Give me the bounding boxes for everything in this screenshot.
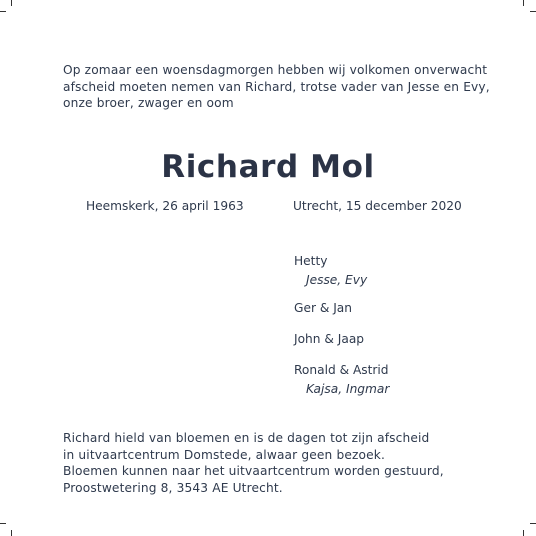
closing-line: Richard hield van bloemen en is de dagen tot zijn afscheid <box>63 431 430 445</box>
relative-name: Ronald & Astrid <box>294 363 389 377</box>
birth-place-date: Heemskerk, 26 april 1963 <box>86 199 244 213</box>
relative-entry <box>294 362 494 398</box>
relative-name: John & Jaap <box>294 332 365 346</box>
relative-name: Hetty <box>294 254 328 268</box>
relatives-list <box>294 253 494 398</box>
closing-line: in uitvaartcentrum Domstede, alwaar geen bezoek. <box>63 447 386 462</box>
relative-entry <box>294 253 494 300</box>
intro-text <box>63 62 490 112</box>
relative-entry <box>294 331 494 362</box>
intro-line: afscheid moeten nemen van Richard, trotse vader van Jesse en Evy, <box>63 79 490 94</box>
closing-text <box>63 430 483 496</box>
crop-mark-bottom-right-vertical <box>523 530 524 536</box>
crop-mark-bottom-left-vertical <box>11 530 12 536</box>
death-place-date: Utrecht, 15 december 2020 <box>293 199 462 213</box>
crop-mark-top-right-vertical <box>523 0 524 6</box>
deceased-name: Richard Mol <box>161 149 375 185</box>
intro-line: Op zomaar een woensdagmorgen hebben wij volkomen onverwacht <box>63 63 488 77</box>
crop-mark-top-left-vertical <box>11 0 12 6</box>
relative-name: Ger & Jan <box>294 301 352 315</box>
closing-line: Proostwetering 8, 3543 AE Utrecht. <box>63 480 283 495</box>
relative-children: Kajsa, Ingmar <box>306 382 390 396</box>
crop-mark-top-right-horizontal <box>530 11 536 12</box>
crop-mark-top-left-horizontal <box>0 11 6 12</box>
relative-children: Jesse, Evy <box>306 273 368 287</box>
relative-entry <box>294 300 494 331</box>
closing-line: Bloemen kunnen naar het uitvaartcentrum worden gestuurd, <box>63 464 444 478</box>
crop-mark-bottom-left-horizontal <box>0 523 6 524</box>
crop-mark-bottom-right-horizontal <box>530 523 536 524</box>
intro-line: onze broer, zwager en oom <box>63 96 234 110</box>
